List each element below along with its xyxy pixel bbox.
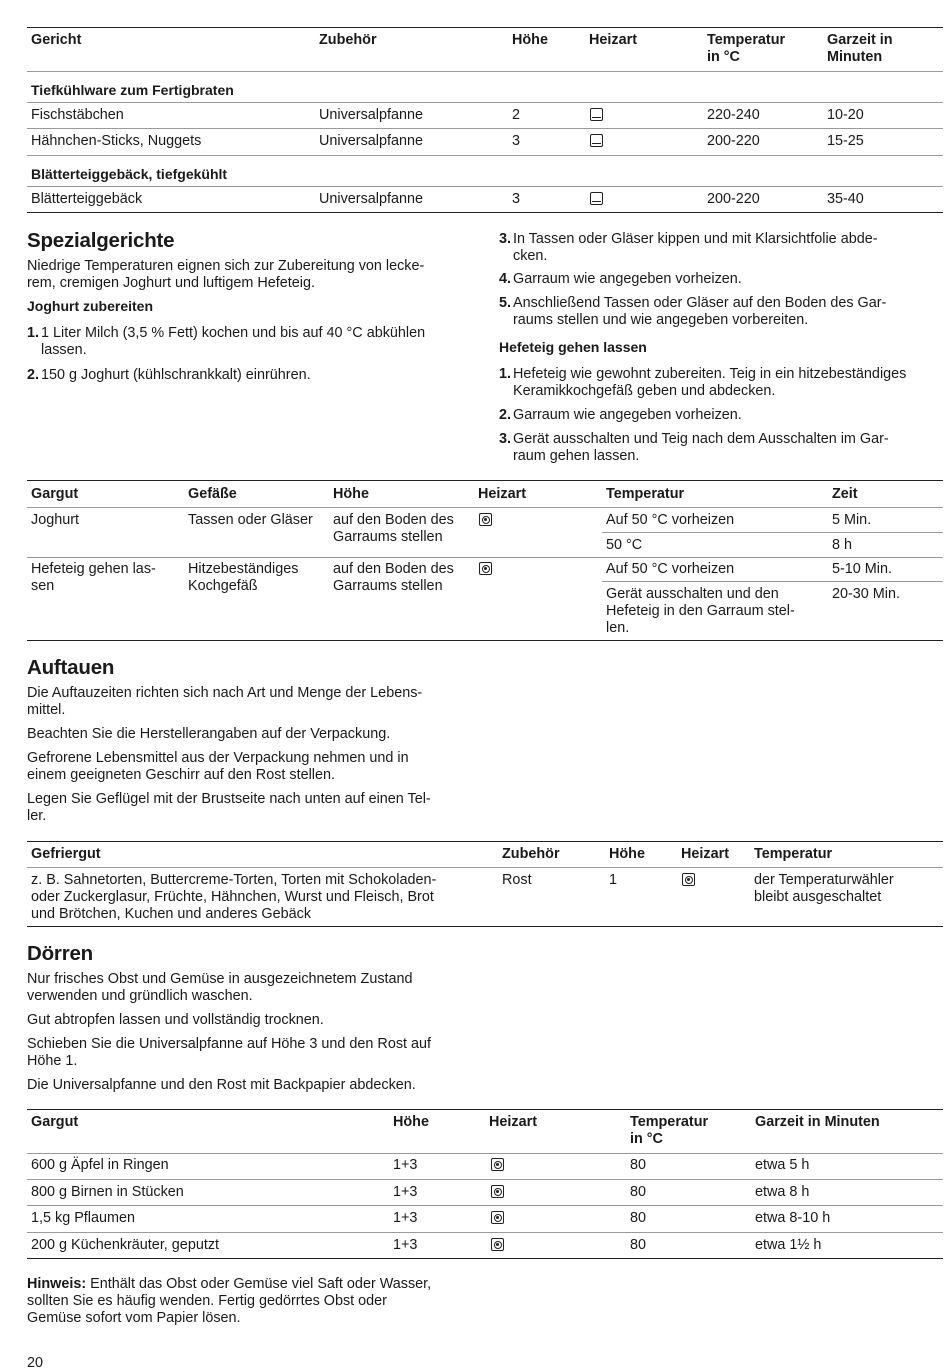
- t4-cell-time: etwa 8-10 h: [755, 1210, 831, 1226]
- bottom-heat-icon: [590, 134, 603, 147]
- t1-header-level: Höhe: [512, 32, 548, 48]
- hefe-subtitle: Hefeteig gehen lassen: [499, 339, 647, 355]
- t3-header-heat: Heizart: [681, 846, 729, 862]
- t2-cell-temp: 50 °C: [606, 537, 643, 553]
- t1-cell-time: 10-20: [827, 107, 864, 123]
- table3-bottom-rule: [27, 926, 943, 927]
- t4-cell-temp: 80: [630, 1210, 647, 1226]
- doerren-paragraph: Nur frisches Obst und Gemüse in ausgezeichnetem Zustand verwenden und gründlich waschen.: [27, 971, 413, 1004]
- t1-cell-dish: Blätterteiggebäck: [31, 191, 143, 207]
- list-item: 1. Hefeteig wie gewohnt zubereiten. Teig in ein hitzebeständiges Keramikkochgefäß geben und abdecken.: [499, 366, 907, 399]
- fan-heat-icon: [491, 1185, 504, 1198]
- t1-cell-acc: Universalpfanne: [319, 107, 423, 123]
- t1-cell-temp: 200-220: [707, 191, 760, 207]
- hinweis-note: Hinweis: Enthält das Obst oder Gemüse viel Saft oder Wasser, sollten Sie es häufig wenden. Fertig gedörrtes Obst oder Gemüse sofort vom Papier lösen.: [27, 1276, 432, 1326]
- t2-header-heat: Heizart: [478, 486, 526, 502]
- t2-cell-temp: Auf 50 °C vorheizen: [606, 561, 735, 577]
- t1-cell-acc: Universalpfanne: [319, 133, 423, 149]
- fan-heat-icon: [479, 513, 492, 526]
- list-item: 2. 150 g Joghurt (kühlschrankkalt) einrühren.: [27, 367, 311, 383]
- t1-cell-time: 15-25: [827, 133, 864, 149]
- spezial-intro: Niedrige Temperaturen eignen sich zur Zubereitung von lecke- rem, cremigen Joghurt und luftigem Hefeteig.: [27, 258, 425, 291]
- t3-cell-acc: Rost: [502, 872, 532, 888]
- fan-heat-icon: [479, 562, 492, 575]
- t1-cell-temp: 220-240: [707, 107, 760, 123]
- table1-top-rule: [27, 27, 943, 28]
- list-item: 3. In Tassen oder Gläser kippen und mit Klarsichtfolie abde- cken.: [499, 231, 878, 264]
- t3-cell-temp: der Temperaturwähler bleibt ausgeschaltet: [754, 872, 894, 905]
- t2-cell-temp: Gerät ausschalten und den Hefeteig in den Garraum stel- len.: [606, 586, 795, 636]
- t2-cell-time: 5 Min.: [832, 512, 872, 528]
- t1-header-heat: Heizart: [589, 32, 637, 48]
- auftauen-paragraph: Beachten Sie die Herstellerangaben auf der Verpackung.: [27, 726, 391, 742]
- page-number: 20: [27, 1355, 44, 1371]
- t2-subrule: [602, 581, 943, 582]
- table4-top-rule: [27, 1109, 943, 1110]
- t4-header-temp: Temperatur in °C: [630, 1114, 709, 1147]
- t4-cell-food: 1,5 kg Pflaumen: [31, 1210, 135, 1226]
- auftauen-paragraph: Legen Sie Geflügel mit der Brustseite nach unten auf einen Tel- ler.: [27, 791, 431, 824]
- doerren-paragraph: Gut abtropfen lassen und vollständig trocknen.: [27, 1012, 324, 1028]
- t1-header-rule: [27, 71, 943, 72]
- t2-header-rule: [27, 507, 943, 508]
- t2-cell-time: 8 h: [832, 537, 853, 553]
- t2-cell-temp: Auf 50 °C vorheizen: [606, 512, 735, 528]
- t4-cell-time: etwa 8 h: [755, 1184, 810, 1200]
- list-item: 2. Garraum wie angegeben vorheizen.: [499, 407, 742, 423]
- t3-header-food: Gefriergut: [31, 846, 101, 862]
- fan-heat-icon: [491, 1238, 504, 1251]
- t2-header-food: Gargut: [31, 486, 79, 502]
- joghurt-subtitle: Joghurt zubereiten: [27, 298, 154, 314]
- fan-heat-icon: [491, 1211, 504, 1224]
- t3-header-temp: Temperatur: [754, 846, 833, 862]
- t4-rule: [27, 1179, 943, 1180]
- t1-cell-level: 3: [512, 191, 521, 207]
- t1-header-temp: Temperatur in °C: [707, 32, 786, 65]
- t4-cell-level: 1+3: [393, 1210, 418, 1226]
- t2-cell-time: 5-10 Min.: [832, 561, 892, 577]
- table2-top-rule: [27, 480, 943, 481]
- table2-bottom-rule: [27, 640, 943, 641]
- bottom-heat-icon: [590, 192, 603, 205]
- section-title-auftauen: Auftauen: [27, 656, 115, 679]
- t4-cell-temp: 80: [630, 1157, 647, 1173]
- t2-cell-vessel: Hitzebeständiges Kochgefäß: [188, 561, 299, 594]
- t2-header-vessel: Gefäße: [188, 486, 237, 502]
- t1-rule: [27, 102, 943, 103]
- auftauen-paragraph: Gefrorene Lebensmittel aus der Verpackung nehmen und in einem geeigneten Geschirr auf den Rost stellen.: [27, 750, 409, 783]
- t1-cell-dish: Fischstäbchen: [31, 107, 124, 123]
- auftauen-paragraph: Die Auftauzeiten richten sich nach Art und Menge der Lebens- mittel.: [27, 685, 423, 718]
- t4-cell-level: 1+3: [393, 1157, 418, 1173]
- t1-header-acc: Zubehör: [319, 32, 377, 48]
- t2-subrule: [602, 532, 943, 533]
- list-item: 5. Anschließend Tassen oder Gläser auf den Boden des Gar- raums stellen und wie angegeben vorbereiten.: [499, 295, 887, 328]
- table4-bottom-rule: [27, 1258, 943, 1259]
- t4-header-level: Höhe: [393, 1114, 429, 1130]
- t2-cell-level: auf den Boden des Garraums stellen: [333, 561, 454, 594]
- t1-group-title: Tiefkühlware zum Fertigbraten: [31, 82, 234, 98]
- t2-header-level: Höhe: [333, 486, 369, 502]
- t2-cell-food: Hefeteig gehen las- sen: [31, 561, 156, 594]
- t1-rule: [27, 155, 943, 156]
- t3-cell-food: z. B. Sahnetorten, Buttercreme-Torten, Torten mit Schokoladen- oder Zuckerglasur, Früchte, Hähnchen, Wurst und Fleisch, Brot und Brötchen, Kuchen und anderes Gebäck: [31, 872, 437, 922]
- t1-rule: [27, 128, 943, 129]
- t1-rule: [27, 186, 943, 187]
- t4-rule: [27, 1232, 943, 1233]
- t4-rule: [27, 1205, 943, 1206]
- fan-heat-icon: [491, 1158, 504, 1171]
- t4-cell-food: 600 g Äpfel in Ringen: [31, 1157, 169, 1173]
- t3-cell-level: 1: [609, 872, 618, 888]
- t4-cell-temp: 80: [630, 1237, 647, 1253]
- t4-cell-level: 1+3: [393, 1184, 418, 1200]
- table1-bottom-rule: [27, 212, 943, 213]
- t2-header-time: Zeit: [832, 486, 858, 502]
- t4-cell-level: 1+3: [393, 1237, 418, 1253]
- t1-group-title: Blätterteiggebäck, tiefgekühlt: [31, 166, 228, 182]
- t4-header-food: Gargut: [31, 1114, 79, 1130]
- t2-header-temp: Temperatur: [606, 486, 685, 502]
- t2-cell-food: Joghurt: [31, 512, 79, 528]
- section-title-spezial: Spezialgerichte: [27, 229, 175, 252]
- t3-header-level: Höhe: [609, 846, 645, 862]
- t2-cell-time: 20-30 Min.: [832, 586, 900, 602]
- t4-cell-food: 800 g Birnen in Stücken: [31, 1184, 184, 1200]
- t1-header-time: Garzeit in Minuten: [827, 32, 893, 65]
- section-title-doerren: Dörren: [27, 942, 94, 965]
- t1-cell-dish: Hähnchen-Sticks, Nuggets: [31, 133, 202, 149]
- list-item: 1. 1 Liter Milch (3,5 % Fett) kochen und bis auf 40 °C abkühlen lassen.: [27, 325, 426, 358]
- t4-header-heat: Heizart: [489, 1114, 537, 1130]
- t1-cell-temp: 200-220: [707, 133, 760, 149]
- t4-cell-temp: 80: [630, 1184, 647, 1200]
- t4-header-time: Garzeit in Minuten: [755, 1114, 880, 1130]
- t4-cell-time: etwa 5 h: [755, 1157, 810, 1173]
- doerren-paragraph: Die Universalpfanne und den Rost mit Backpapier abdecken.: [27, 1077, 416, 1093]
- t3-header-acc: Zubehör: [502, 846, 560, 862]
- t4-cell-food: 200 g Küchenkräuter, geputzt: [31, 1237, 220, 1253]
- hinweis-label: Hinweis:: [27, 1276, 87, 1292]
- t4-header-rule: [27, 1153, 943, 1154]
- doerren-paragraph: Schieben Sie die Universalpfanne auf Höhe 3 und den Rost auf Höhe 1.: [27, 1036, 432, 1069]
- bottom-heat-icon: [590, 108, 603, 121]
- list-item: 4. Garraum wie angegeben vorheizen.: [499, 271, 742, 287]
- t3-header-rule: [27, 867, 943, 868]
- t1-header-dish: Gericht: [31, 32, 82, 48]
- t1-cell-level: 3: [512, 133, 521, 149]
- t1-cell-level: 2: [512, 107, 521, 123]
- t2-cell-level: auf den Boden des Garraums stellen: [333, 512, 454, 545]
- t1-cell-acc: Universalpfanne: [319, 191, 423, 207]
- table3-top-rule: [27, 841, 943, 842]
- t2-cell-vessel: Tassen oder Gläser: [188, 512, 313, 528]
- fan-heat-icon: [682, 873, 695, 886]
- list-item: 3. Gerät ausschalten und Teig nach dem Ausschalten im Gar- raum gehen lassen.: [499, 431, 889, 464]
- t2-rule: [27, 557, 943, 558]
- t4-cell-time: etwa 1½ h: [755, 1237, 822, 1253]
- t1-cell-time: 35-40: [827, 191, 864, 207]
